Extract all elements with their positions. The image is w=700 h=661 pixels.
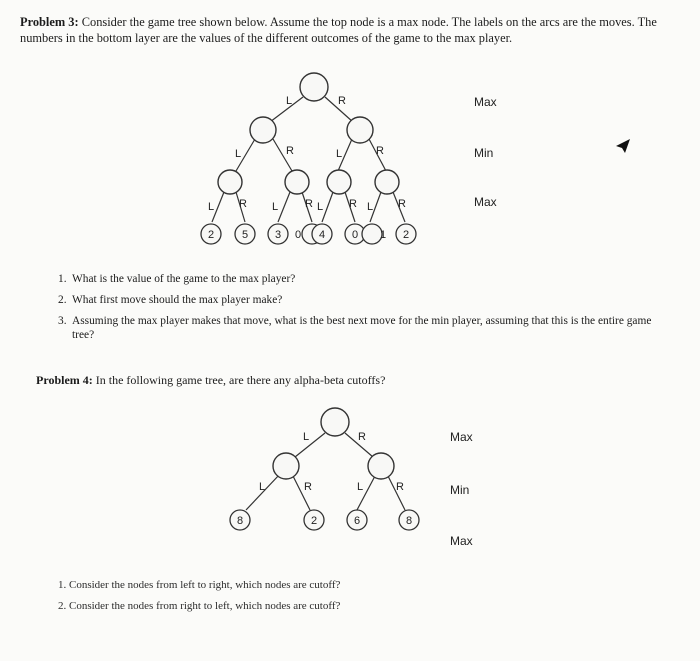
p3-edge-label: R (338, 95, 346, 107)
p3-max-node (327, 170, 351, 194)
question-item (58, 578, 340, 592)
problem4-statement (36, 373, 385, 388)
problem4-questions (58, 578, 340, 620)
p4-edge-label: L (357, 481, 364, 493)
p3-edge-label: R (376, 145, 384, 157)
p4-edge-label: R (358, 431, 366, 443)
question-text: Consider the nodes from left to right, which nodes are cutoff? (69, 579, 341, 591)
p3-leaf-value: 2 (402, 229, 410, 241)
p4-level-max: Max (450, 430, 473, 444)
p4-edge-label: L (259, 481, 266, 493)
p3-level-min: Min (474, 146, 494, 160)
p4-level-min: Min (450, 483, 470, 497)
p3-edge-label: L (367, 201, 374, 213)
p3-max-node (375, 170, 399, 194)
p3-edge-label: R (239, 198, 247, 210)
p3-edge-label: L (317, 201, 324, 213)
problem4-text: In the following game tree, are there any alpha-beta cutoffs? (95, 373, 386, 387)
p3-leaf-value: 5 (241, 229, 249, 241)
question-number: 2. (58, 294, 67, 306)
question-item (58, 314, 668, 342)
p3-edge-label: L (272, 201, 279, 213)
problem4-heading: Problem 4: (36, 373, 93, 387)
p4-leaf-value: 2 (310, 515, 318, 527)
p4-leaf-value: 8 (405, 515, 413, 527)
p3-leaf-value: 3 (274, 229, 282, 241)
p3-edge-label: R (398, 198, 406, 210)
p3-leaf-value: 0 (294, 229, 302, 241)
problem3-questions (58, 272, 668, 349)
p3-max-node (285, 170, 309, 194)
p4-root-node (321, 408, 349, 436)
p3-leaf-value: 1 (379, 229, 387, 241)
problem3-text: Consider the game tree shown below. Assume the top node is a max node. The labels on the arcs are the moves. The numbers in the bottom layer are the values of the different outcomes of the game to the max player. (20, 15, 657, 45)
p3-edge-label: R (286, 145, 294, 157)
question-item (58, 293, 668, 307)
p4-edge-label: L (303, 431, 310, 443)
question-number: 3. (58, 315, 67, 327)
p3-level-max-bottom: Max (474, 195, 497, 209)
question-text: What is the value of the game to the max player? (72, 273, 296, 285)
p3-root-node (300, 73, 328, 101)
p4-level-max-bottom: Max (450, 534, 473, 548)
question-number: 2. (58, 600, 67, 612)
p3-level-max: Max (474, 95, 497, 109)
p4-edge-label: R (304, 481, 312, 493)
question-item (58, 599, 340, 613)
mouse-cursor-icon (616, 139, 630, 153)
p3-edge-label: L (235, 148, 242, 160)
p3-min-node (250, 117, 276, 143)
p3-edge-label: L (286, 95, 293, 107)
question-text: Consider the nodes from right to left, which nodes are cutoff? (69, 600, 341, 612)
p3-leaf-value: 2 (207, 229, 215, 241)
question-number: 1. (58, 579, 67, 591)
question-number: 1. (58, 273, 67, 285)
p3-leaf-value: 0 (351, 229, 359, 241)
question-text: Assuming the max player makes that move, what is the best next move for the min player, assuming that this is the entire game tree? (72, 315, 652, 341)
question-item (58, 272, 668, 286)
p4-min-node (368, 453, 394, 479)
p3-edge-label: L (336, 148, 343, 160)
p4-min-node (273, 453, 299, 479)
p4-edge-label: R (396, 481, 404, 493)
question-text: What first move should the max player make? (72, 294, 283, 306)
p3-edge-label: R (305, 198, 313, 210)
p3-max-node (218, 170, 242, 194)
problem3-heading: Problem 3: (20, 15, 79, 29)
p4-leaf-value: 6 (353, 515, 361, 527)
p3-min-node (347, 117, 373, 143)
p3-leaf-value: 4 (318, 229, 326, 241)
p3-edge-label: L (208, 201, 215, 213)
p4-leaf-value: 8 (236, 515, 244, 527)
p3-edge-label: R (349, 198, 357, 210)
